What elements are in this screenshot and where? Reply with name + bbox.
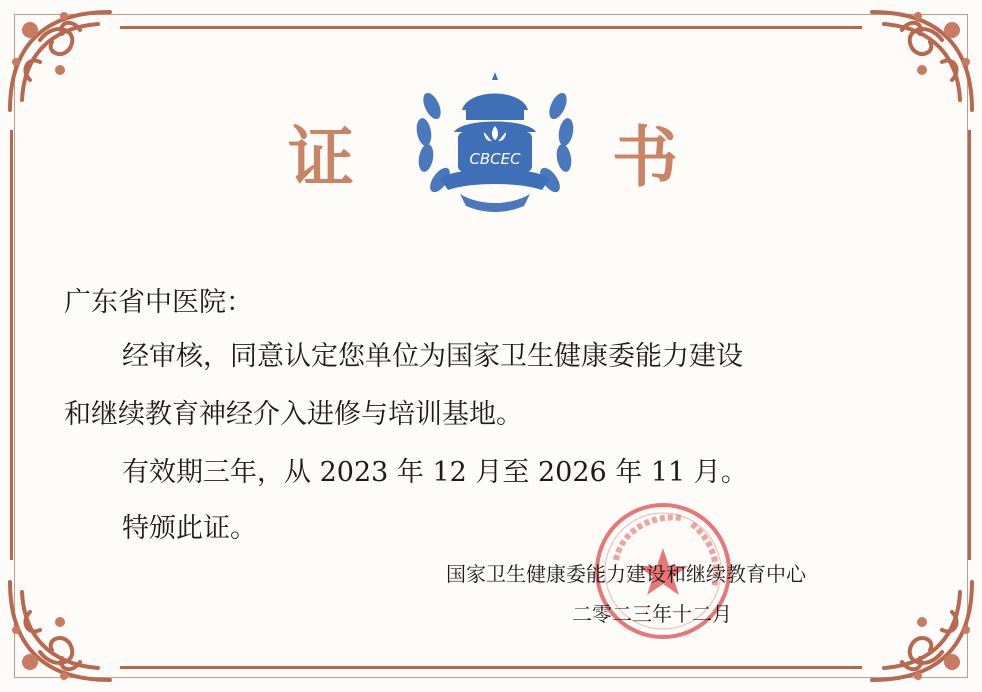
body-line-2: 和继续教育神经介入进修与培训基地。 bbox=[64, 399, 523, 430]
frame-line-bottom bbox=[120, 666, 862, 669]
corner-ornament-top-right bbox=[862, 0, 982, 120]
frame-line-right bbox=[968, 130, 971, 560]
issue-date: 二零二三年十二月 bbox=[572, 602, 732, 626]
corner-ornament-bottom-right bbox=[862, 572, 982, 692]
certificate-title-right: 书 bbox=[612, 118, 678, 196]
frame-line-left bbox=[10, 130, 13, 560]
corner-ornament-bottom-left bbox=[0, 572, 120, 692]
closing-text: 特颁此证。 bbox=[122, 513, 257, 544]
logo-text: CBCEC bbox=[469, 150, 521, 168]
validity-period: 有效期三年，从 2023 年 12 月至 2026 年 11 月。 bbox=[122, 457, 748, 488]
cbcec-logo bbox=[410, 66, 580, 218]
frame-line-top bbox=[120, 26, 862, 29]
issuing-organization: 国家卫生健康委能力建设和继续教育中心 bbox=[446, 562, 806, 586]
body-line-1: 经审核，同意认定您单位为国家卫生健康委能力建设 bbox=[122, 341, 743, 372]
recipient-name: 广东省中医院： bbox=[64, 287, 253, 318]
certificate-title-left: 证 bbox=[288, 118, 354, 196]
corner-ornament-top-left bbox=[0, 0, 120, 120]
